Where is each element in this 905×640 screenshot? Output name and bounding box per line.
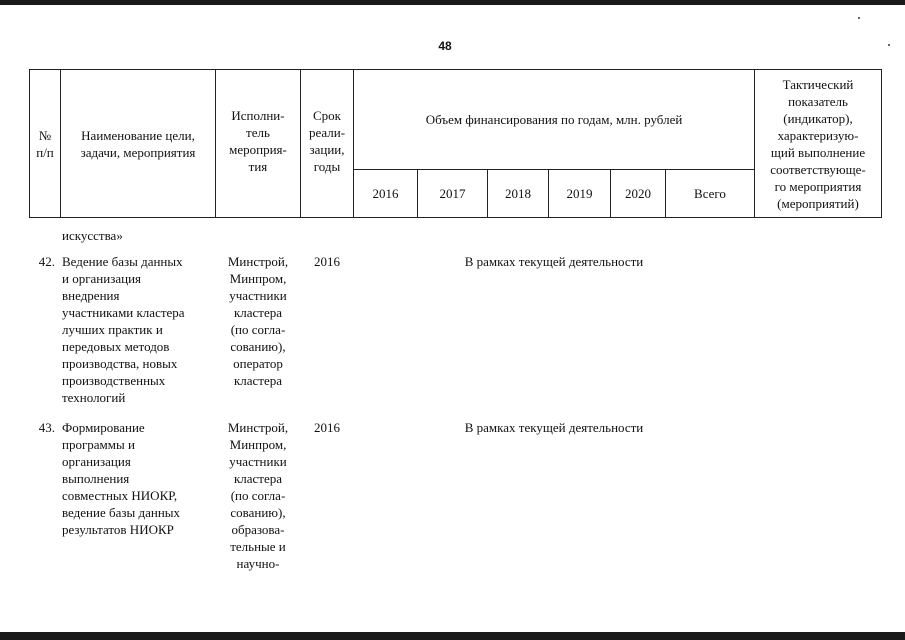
header-col-name-text: Наименование цели, задачи, мероприятия: [80, 127, 196, 160]
header-col-financing: [354, 70, 754, 169]
header-col-executor-text: Исполни- тель мероприя- тия: [229, 108, 287, 174]
header-col-indicator-text: Тактический показатель (индикатор), характеризую- щий выполнение соответствующе- го мероприятия (мероприятий): [770, 76, 866, 211]
header-col-executor: [216, 96, 300, 186]
header-year-text: 2017: [439, 186, 466, 201]
row-name: Ведение базы данных и организация внедрения участниками кластера лучших практик и передовых методов производства, новых производственных технологий: [62, 254, 185, 405]
header-col-name: [61, 70, 215, 217]
row-executor: Минстрой, Минпром, участники кластера (по согла- сованию), оператор кластера: [227, 254, 289, 388]
header-col-term: [301, 96, 353, 186]
header-year-text: 2018: [505, 186, 531, 201]
header-total-text: Всего: [694, 186, 726, 201]
header-col-number: [30, 70, 60, 217]
page-number: 48: [438, 39, 452, 53]
scan-speck: [858, 17, 860, 19]
header-year-text: 2019: [566, 186, 593, 201]
header-year-2020: [611, 170, 665, 217]
row-term: 2016: [314, 254, 340, 269]
top-scan-border: [0, 0, 905, 5]
header-year-2017: [418, 170, 487, 217]
header-year-text: 2020: [625, 186, 651, 201]
scan-speck: [888, 44, 890, 46]
row-financing: В рамках текущей деятельности: [464, 420, 644, 435]
row-executor: Минстрой, Минпром, участники кластера (по согла- сованию), образова- тельные и научно-: [227, 420, 289, 571]
header-col-term-text: Срок реали- зации, годы: [308, 108, 346, 174]
bottom-scan-border: [0, 632, 905, 640]
header-col-number-text: № п/п: [36, 127, 54, 160]
header-year-2018: [488, 170, 548, 217]
row-number: 42.: [38, 254, 55, 269]
col-line: [881, 69, 882, 218]
row-number: 43.: [38, 420, 55, 435]
row-name: Формирование программы и организация выполнения совместных НИОКР, ведение базы данных результатов НИОКР: [62, 420, 181, 537]
header-year-text: 2016: [372, 186, 399, 201]
continuation-text: искусства»: [62, 228, 123, 243]
row-financing: В рамках текущей деятельности: [464, 254, 644, 269]
header-year-2019: [549, 170, 610, 217]
header-col-financing-text: Объем финансирования по годам, млн. рублей: [425, 112, 683, 127]
header-total: [666, 170, 754, 217]
header-col-indicator: [755, 70, 881, 217]
row-term: 2016: [314, 420, 340, 435]
header-year-2016: [354, 170, 417, 217]
